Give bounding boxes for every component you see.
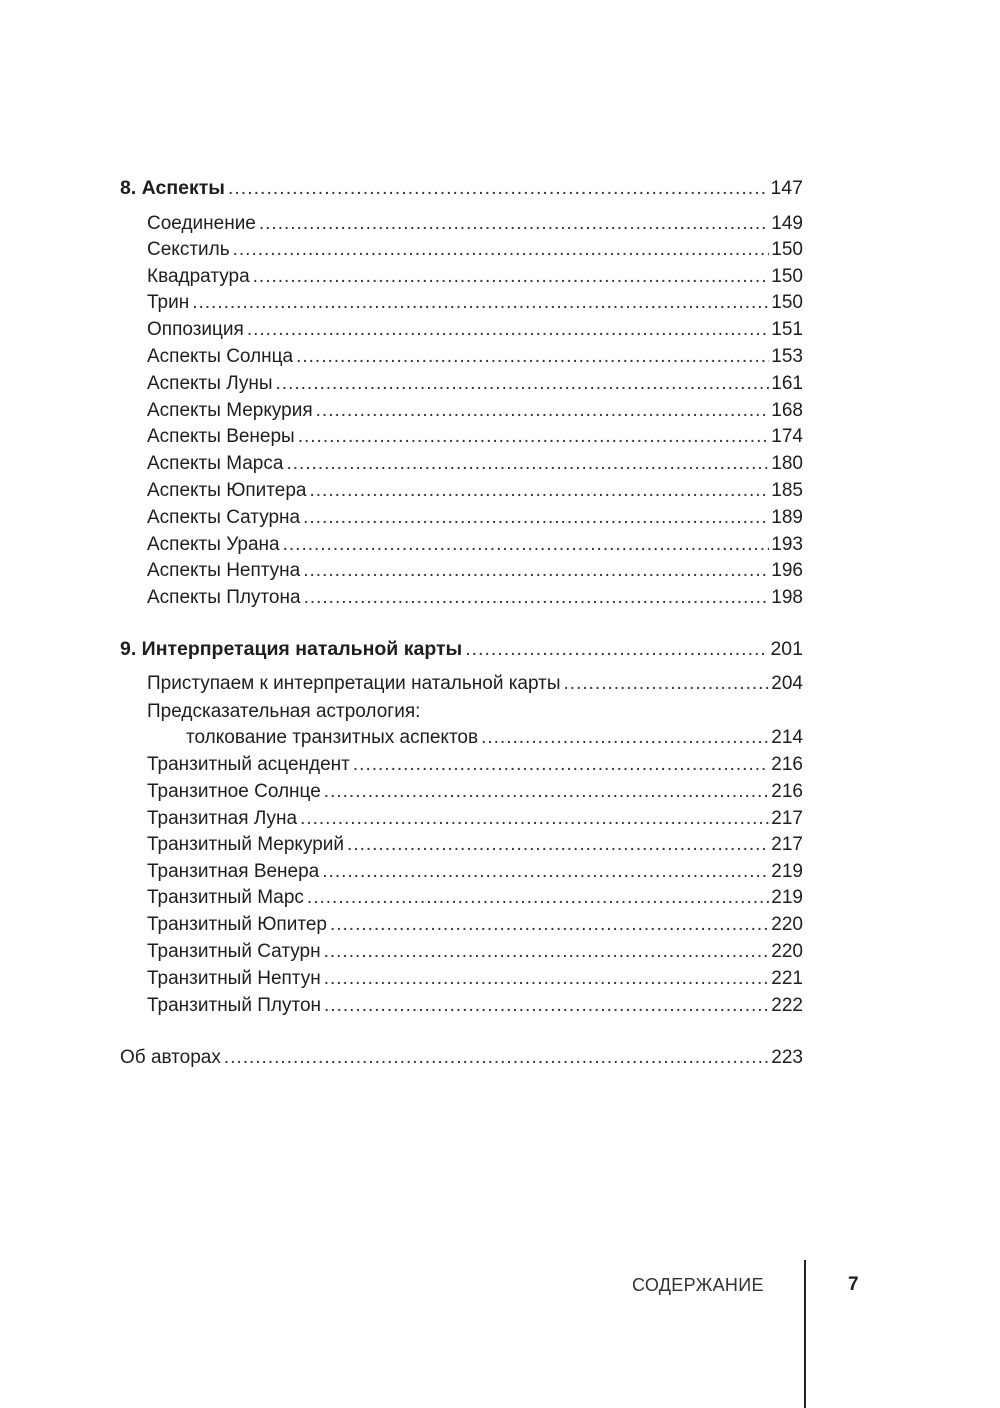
toc-page-number: 220 <box>771 914 803 935</box>
dot-leader <box>283 532 770 558</box>
toc-entry[interactable] <box>147 211 803 237</box>
dot-leader <box>247 317 769 343</box>
toc-page-number: 201 <box>770 638 803 660</box>
toc-title: Аспекты Меркурия <box>147 400 313 421</box>
toc-chapter[interactable] <box>120 1045 803 1071</box>
toc-entry[interactable] <box>147 344 803 370</box>
toc-page-number: 196 <box>771 560 803 581</box>
toc-title: Аспекты Марса <box>147 453 284 474</box>
toc-entry[interactable] <box>186 725 803 751</box>
page-number: 7 <box>848 1274 859 1295</box>
toc-page-number: 149 <box>771 213 803 234</box>
toc-title: Аспекты Урана <box>147 534 280 555</box>
toc-page-number: 220 <box>771 941 803 962</box>
dot-leader <box>324 779 770 805</box>
toc-title: Аспекты Сатурна <box>147 507 301 528</box>
toc-entry[interactable] <box>147 371 803 397</box>
toc-entry[interactable] <box>147 966 803 992</box>
toc-page-number: 147 <box>770 177 803 199</box>
toc-page-number: 150 <box>771 239 803 260</box>
toc-entry[interactable] <box>147 398 803 424</box>
toc-title: 8. Аспекты <box>120 177 225 199</box>
toc-title: толкование транзитных аспектов <box>186 727 479 748</box>
dot-leader <box>228 175 769 201</box>
toc-title: Аспекты Солнца <box>147 346 294 367</box>
dot-leader <box>303 505 769 531</box>
toc-entry[interactable] <box>147 993 803 1019</box>
toc-title: Секстиль <box>147 239 230 260</box>
dot-leader <box>259 211 769 237</box>
dot-leader <box>224 1045 769 1071</box>
toc-page-number: 198 <box>771 587 803 608</box>
toc-page-number: 217 <box>771 834 803 855</box>
dot-leader <box>304 585 770 611</box>
toc-page-number: 168 <box>771 400 803 421</box>
toc-title: Об авторах <box>120 1047 221 1068</box>
toc-chapter[interactable] <box>120 636 803 662</box>
dot-leader <box>564 671 770 697</box>
dot-leader <box>322 859 769 885</box>
toc-page-number: 150 <box>771 292 803 313</box>
toc-page-number: 222 <box>771 995 803 1016</box>
dot-leader <box>307 885 769 911</box>
toc-title: Аспекты Венеры <box>147 426 295 447</box>
toc-page-number: 174 <box>771 426 803 447</box>
dot-leader <box>347 832 769 858</box>
toc-page-number: 219 <box>771 887 803 908</box>
toc-page-number: 161 <box>771 373 803 394</box>
toc-title: Транзитный Плутон <box>147 995 322 1016</box>
toc-title: Аспекты Нептуна <box>147 560 301 581</box>
toc-entry[interactable] <box>147 832 803 858</box>
toc-page-number: 189 <box>771 507 803 528</box>
toc-title: Транзитный Меркурий <box>147 834 345 855</box>
dot-leader <box>324 966 770 992</box>
toc-page-number: 193 <box>771 534 803 555</box>
toc-entry[interactable] <box>147 532 803 558</box>
toc-title: Транзитный Нептун <box>147 968 321 989</box>
dot-leader <box>316 398 770 424</box>
toc-entry[interactable] <box>147 752 803 778</box>
dot-leader <box>276 371 770 397</box>
toc-title: Предсказательная астрология: <box>147 701 421 722</box>
dot-leader <box>286 451 769 477</box>
dot-leader <box>465 636 768 662</box>
toc-title: Транзитная Венера <box>147 861 320 882</box>
toc-entry[interactable] <box>147 558 803 584</box>
toc-page-number: 214 <box>771 727 803 748</box>
toc-title: Транзитный Юпитер <box>147 914 327 935</box>
dot-leader <box>324 939 770 965</box>
dot-leader <box>298 424 770 450</box>
toc-entry[interactable] <box>147 424 803 450</box>
toc-title: Транзитный Сатурн <box>147 941 321 962</box>
toc-title: Соединение <box>147 213 256 234</box>
dot-leader <box>233 237 770 263</box>
toc-title: Аспекты Луны <box>147 373 273 394</box>
toc-entry[interactable] <box>147 505 803 531</box>
toc-page-number: 221 <box>771 968 803 989</box>
toc-entry[interactable] <box>147 779 803 805</box>
toc-page-number: 223 <box>771 1047 803 1068</box>
toc-entry[interactable] <box>147 237 803 263</box>
dot-leader <box>300 806 769 832</box>
toc-page-number: 180 <box>771 453 803 474</box>
toc-title: Транзитная Луна <box>147 808 298 829</box>
dot-leader <box>353 752 769 778</box>
toc-title: Трин <box>147 292 190 313</box>
dot-leader <box>192 290 769 316</box>
toc-page-number: 217 <box>771 808 803 829</box>
toc-entry[interactable] <box>147 912 803 938</box>
toc-entry[interactable] <box>147 478 803 504</box>
dot-leader <box>324 993 769 1019</box>
footer-divider <box>804 1260 806 1408</box>
toc-title: Приступаем к интерпретации натальной карты <box>147 673 561 694</box>
toc-title: Квадратура <box>147 266 250 287</box>
toc-title: Оппозиция <box>147 319 244 340</box>
toc-entry[interactable] <box>147 290 803 316</box>
running-title: СОДЕРЖАНИЕ <box>632 1275 764 1295</box>
dot-leader <box>303 558 769 584</box>
toc-title: Аспекты Юпитера <box>147 480 307 501</box>
dot-leader <box>330 912 769 938</box>
toc-page-number: 153 <box>771 346 803 367</box>
dot-leader <box>481 725 769 751</box>
toc-chapter[interactable] <box>120 175 803 201</box>
toc-entry[interactable] <box>147 885 803 911</box>
toc-title: Аспекты Плутона <box>147 587 301 608</box>
toc-page-number: 150 <box>771 266 803 287</box>
dot-leader <box>253 264 770 290</box>
toc-page-number: 185 <box>771 480 803 501</box>
toc-entry[interactable] <box>147 585 803 611</box>
dot-leader <box>309 478 769 504</box>
toc-page-number: 216 <box>771 754 803 775</box>
toc-entry[interactable] <box>147 939 803 965</box>
toc-entry[interactable] <box>147 317 803 343</box>
toc-page-number: 219 <box>771 861 803 882</box>
toc-page-number: 204 <box>771 673 803 694</box>
toc-title: Транзитный Марс <box>147 887 304 908</box>
toc-title: Транзитный асцендент <box>147 754 350 775</box>
toc-page-number: 216 <box>771 781 803 802</box>
toc-entry[interactable] <box>147 264 803 290</box>
toc-entry[interactable] <box>147 451 803 477</box>
toc-entry[interactable] <box>147 671 803 697</box>
toc-title: Транзитное Солнце <box>147 781 321 802</box>
toc-page-number: 151 <box>771 319 803 340</box>
toc-entry[interactable] <box>147 859 803 885</box>
dot-leader <box>296 344 769 370</box>
toc-entry[interactable] <box>147 806 803 832</box>
toc-title: 9. Интерпретация натальной карты <box>120 638 463 660</box>
toc-entry[interactable] <box>147 699 803 725</box>
